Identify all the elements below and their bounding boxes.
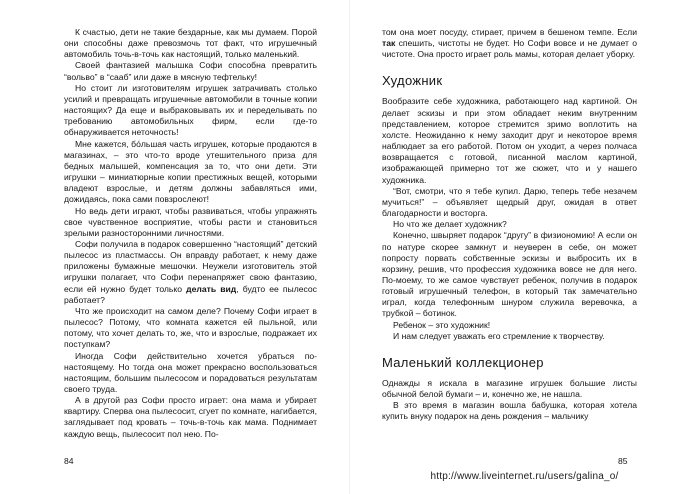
paragraph: Вообразите себе художника, работающего над картиной. Он делает эскизы и при этом обладает неким внутренним представлением, которое стремится зримо воплотить на холсте. Неожиданно к нему заходит друг и некоторое время наблюдает за его работой. Потом он уходит, а через полчаса возвращается с готовой, писанной маслом картиной, изображающей примерно тот же сюжет, что и у нашего художника.	[382, 96, 637, 185]
paragraph: Конечно, швыряет подарок “другу” в физиономию! А если он по натуре скорее замкнут и неуверен в себе, он может попросту порвать собственные эскизы и выбросить их в корзину, решив, что профессия художника вовсе не для него. По-моему, то же самое чувствует ребенок, получив в подарок готовый игрушечный телефон, в который так замечательно играл, когда телефонным шнуром служила веревочка, а трубкой – ботинок.	[382, 230, 637, 319]
paragraph-text: спешить, чистоты не будет. Но Софи вовсе и не думает о чистоте. Она просто играет роль мамы, которая делает уборку.	[382, 38, 637, 60]
paragraph: Но стоит ли изготовителям игрушек затрачивать столько усилий и превращать игрушечные автомобили в точные копии настоящих? Да еще и выбраковывать их и переделывать по требованию автомобильных фирм, если где-то обнаруживается неточность!	[64, 82, 317, 138]
paragraph: К счастью, дети не такие бездарные, как мы думаем. Порой они способны даже превозмочь тот факт, что игрушечный автомобиль точь-в-точь как настоящий, только маленький.	[64, 27, 317, 60]
left-page-text	[64, 27, 317, 440]
paragraph: А в другой раз Софи просто играет: она мама и убирает квартиру. Сперва она пылесосит, сгует по комнате, нагибается, заглядывает под кровать – точь-в-точь как мама. Поднимает каждую вещь, пылесосит пол нею. По-	[64, 395, 317, 439]
paragraph-text: том она моет посуду, стирает, причем в бешеном темпе. Если	[382, 27, 637, 37]
paragraph-text: Софи получила в подарок совершенно “настоящий” детский пылесос из пластмассы. Он вправду работает, к нему даже приложены бумажные мешочки. Неужели изготовитель этой игрушки полагает, что Софи перенапряжет свою фантазию, если ей нужно будет только	[64, 238, 317, 294]
paragraph: “Вот, смотри, что я тебе купил. Дарю, теперь тебе незачем мучиться!” – объявляет щедрый друг, ожидая в ответ благодарности и восторга.	[382, 185, 637, 219]
paragraph: И нам следует уважать его стремление к творчеству.	[393, 330, 605, 341]
paragraph	[64, 239, 317, 306]
paragraph: Но ведь дети играют, чтобы развиваться, чтобы упражнять свое чувственное восприятие, чтобы расти и становиться зрелыми разносторонними личностями.	[64, 205, 317, 238]
right-page-text	[382, 27, 637, 423]
section-heading-artist: Художник	[382, 73, 443, 89]
page-number-right: 85	[618, 456, 628, 466]
right-page	[350, 0, 699, 494]
bold-phrase: так	[382, 38, 396, 49]
paragraph	[382, 27, 637, 60]
paragraph: Своей фантазией малышка Софи способна превратить “вольво” в “сааб” или даже в мясную тефтельку!	[64, 60, 317, 82]
paragraph: Что же происходит на самом деле? Почему Софи играет в пылесос? Потому, что комната кажется ей пыльной, или потому, что хочет делать то, же, что и взрослые, подражает их поступкам?	[64, 305, 317, 350]
watermark-url: http://www.liveinternet.ru/users/galina_o/	[430, 471, 619, 482]
paragraph: Иногда Софи действительно хочется убраться по-настоящему. Но тогда она может прекрасно воспользоваться настоящим, большим пылесосом и порадоваться результатам своего труда.	[64, 350, 317, 394]
page-number-left: 84	[64, 456, 74, 466]
paragraph: В это время в магазин вошла бабушка, которая хотела купить внуку подарок на день рождения – мальчику	[382, 400, 637, 422]
section-heading-collector: Маленький коллекционер	[382, 354, 544, 370]
paragraph: Но что же делает художник?	[393, 219, 507, 230]
left-page	[0, 0, 349, 494]
bold-phrase: делать вид	[186, 283, 237, 294]
paragraph-text: , будто ее пылесос работает?	[64, 283, 317, 305]
paragraph: Мне кажется, бо́льшая часть игрушек, которые продаются в магазинах, – это что-то вроде утешительного приза для бедных малышей, компенсация за то, что они дети. Эти игрушки – миниатюрные копии престижных вещей, которыми владеют взрослые, и детям должны забавляться ими, дожидаясь, пока сами повзрослеют!	[64, 138, 317, 205]
paragraph: Ребенок – это художник!	[393, 319, 491, 330]
paragraph: Однажды я искала в магазине игрушек большие листы обычной белой бумаги – и, конечно же, не нашла.	[382, 377, 637, 400]
